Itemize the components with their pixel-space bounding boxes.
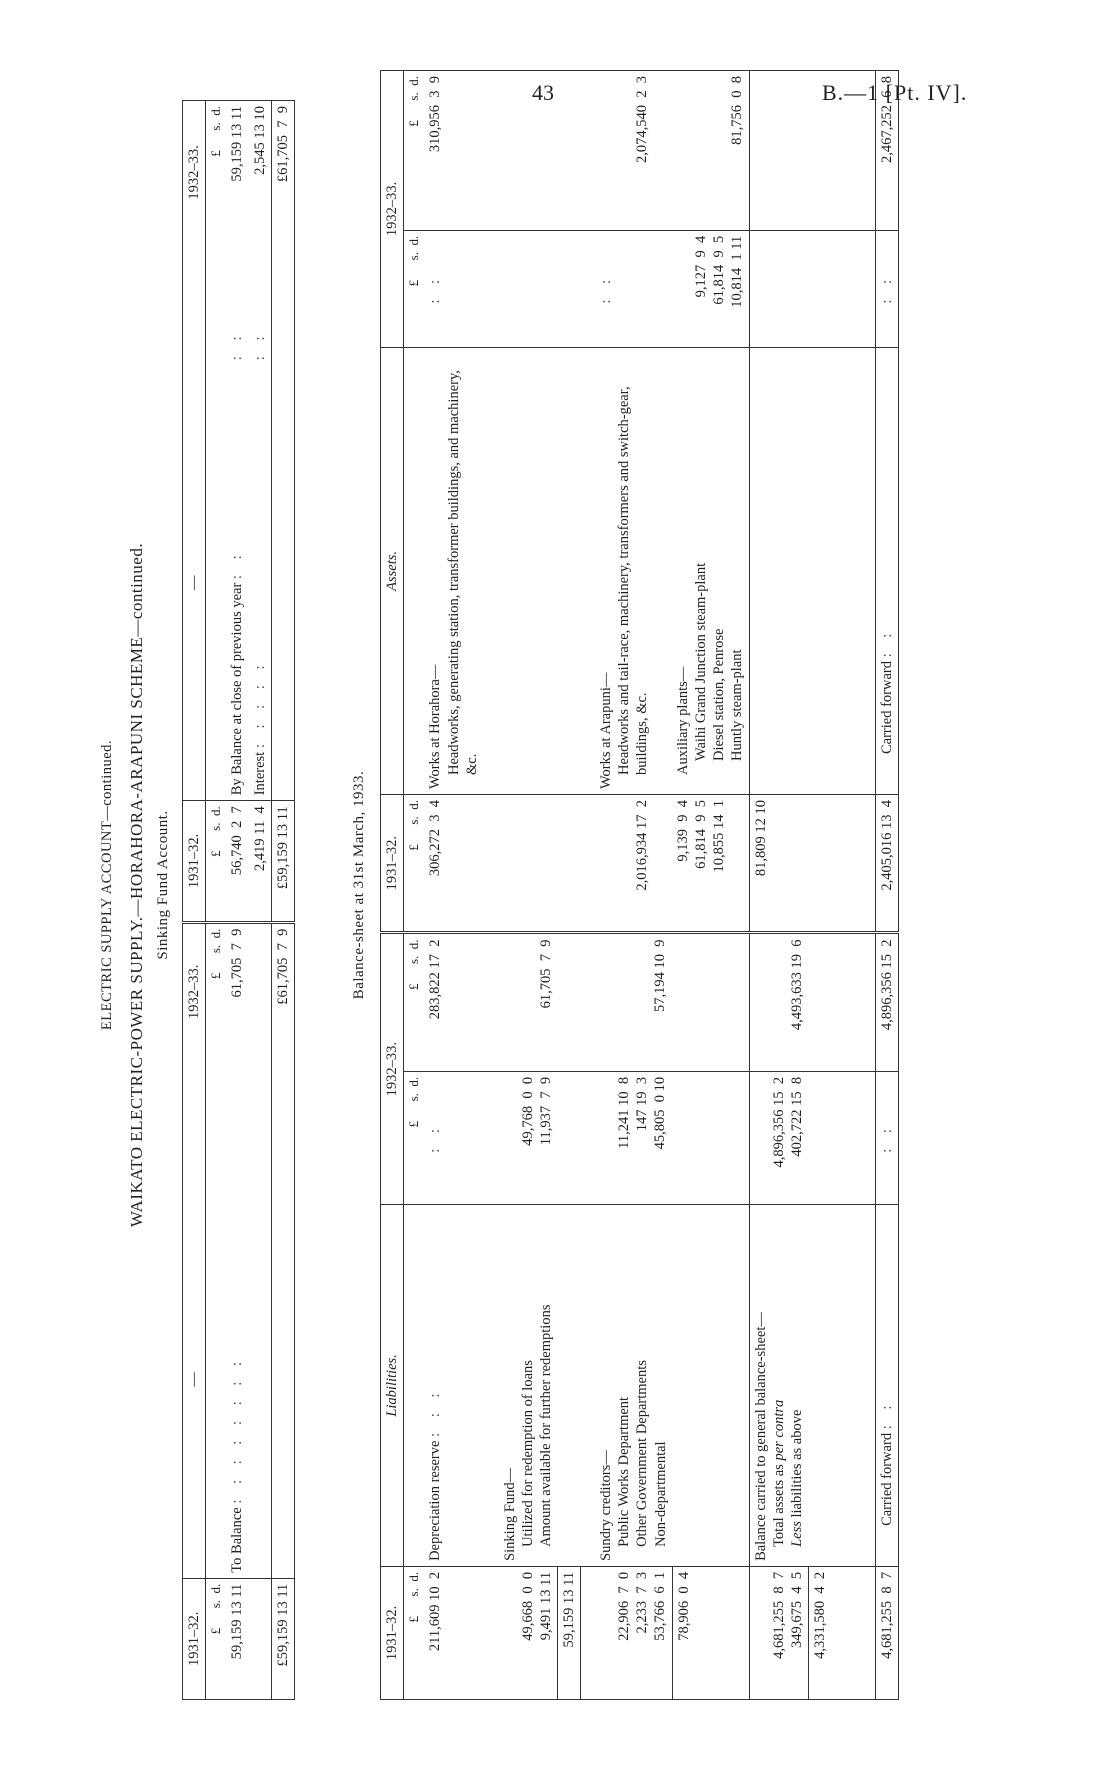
subtotal: 4,331,580 4 2 (808, 1566, 831, 1699)
balance-sheet-title: Balance-sheet at 31st March, 1933. (351, 770, 367, 1000)
amount: 81,756 0 8 (729, 76, 745, 145)
amount: 2,545 13 10 (251, 106, 268, 175)
lsd-label: £ s. d. (404, 933, 425, 1071)
scheme-title: WAIKATO ELECTRIC-POWER SUPPLY.—HORAHORA-ARAPUNI SCHEME—continued. (127, 542, 146, 1228)
amount: 57,194 10 9 (595, 933, 672, 1071)
account-title: ELECTRIC SUPPLY ACCOUNT—continued. (99, 739, 115, 1031)
year-header: 1932–33. (186, 145, 202, 200)
lsd-label: £ s. d. (404, 230, 425, 347)
entry-label: Works at Horahora— Headworks, generating station, transformer buildings, and machinery, &c. (424, 347, 482, 794)
dash-header: — (186, 575, 202, 590)
entry-label: Auxiliary plants— Waihi Grand Junction steam-plant Diesel station, Penrose Huntly steam-plant (672, 347, 749, 794)
year-header: 1932–33. (183, 922, 206, 1060)
balance-sheet-table: 1931–32. Liabilities. 1932–33. 1931–32. Assets. 1932–33. £ s. d. £ s. d. £ s. d. £ s. d. £ s. d. £ s. d. 211,609 10 2 Depreciation reserve : : : : : 283,822 17 2 306,272 3 4 Works at Horahora— Headworks, generating station, transformer buildings, and machinery, &c. : : 310,956 3 9 49,668 0 0 9,491 13 11 Sinking Fund— Utilized for redemption of loans Amount available for further redemptions 49,768 0 0 11,937 7 9 61,705 7 9 59,159 13 11 22,906 7 0 2,233 7 3 53,766 6 1 Sundry creditors— Public Works Department Other Government Departments Non-departmental 11,241 10 8 147 19 3 45,805 0 10 57,194 10 9 2,016,934 17 2 Works at Arapuni— Headworks and tail-race, machinery, transformers and switch-gear, buildings, &c. : : 2,074,540 2 3 78,906 0 4 9,139 9 4 61,814 9 5 10,855 14 1 Auxiliary plants— Waihi Grand Junction steam-plant Diesel station, Penrose Huntly steam-plant 9,127 9 4 61,814 9 5 10,814 1 11 81,756 0 8 4,681,255 8 7 349,675 4 5 Balance carried to general balance-sheet— Total assets as per contra Less liabilities as above 4,896,356 15 2 402,722 15 8 4,493,633 19 6 81,809 12 10 4,331,580 4 2 4,681,255 8 7 Carried forward : : : : 4,896,356 15 2 2,405,016 13 4 Carried forward : : : : 2,467,252 6 8 (380, 70, 899, 1700)
lsd-label: £ s. d. (208, 106, 224, 157)
entry-label: Interest : : : : : (251, 659, 268, 796)
entry-label: Balance carried to general balance-sheet— Total assets as per contra Less liabilities as above (749, 1204, 808, 1566)
entry-label: By Balance at close of previous year : : (229, 549, 246, 796)
carried-forward-amount: 4,896,356 15 2 (875, 933, 898, 1071)
subtotal: 59,159 13 11 (558, 1566, 581, 1699)
amount: 49,668 0 0 9,491 13 11 (499, 1566, 558, 1699)
entry-label: Carried forward : : (875, 347, 898, 794)
lsd-label: £ s. d. (206, 922, 227, 1060)
amount: 22,906 7 0 2,233 7 3 53,766 6 1 (595, 1566, 672, 1699)
lsd-label: £ s. d. (404, 1566, 425, 1699)
amount: 59,159 13 11 (226, 1578, 248, 1699)
year-header: 1932–33. (381, 933, 404, 1204)
amount: 9,127 9 4 61,814 9 5 10,814 1 11 (672, 230, 749, 347)
amount: 2,074,540 2 3 (634, 76, 651, 163)
total-amount: £59,159 13 11 (271, 801, 294, 922)
carried-forward-amount: 2,467,252 6 8 (875, 71, 898, 231)
total-amount: £59,159 13 11 (271, 1578, 294, 1699)
total-amount: £61,705 7 9 (271, 922, 294, 1060)
lsd-label: £ s. d. (404, 795, 425, 933)
entry-label: Carried forward : : (875, 1204, 898, 1566)
amount: 283,822 17 2 (424, 933, 482, 1071)
assets-heading: Assets. (381, 347, 404, 794)
document-reference: B.—1 [Pt. IV]. (822, 80, 968, 105)
lsd-label: £ s. d. (206, 801, 227, 922)
amount: 2,016,934 17 2 (595, 795, 672, 933)
amount: 56,740 2 7 (226, 801, 248, 922)
subtotal: 78,906 0 4 (672, 1566, 749, 1699)
page-number: 43 (532, 80, 554, 105)
amount: 4,896,356 15 2 402,722 15 8 (749, 1071, 808, 1204)
sinking-fund-title: Sinking Fund Account. (155, 810, 171, 960)
year-header: 1931–32. (183, 801, 206, 922)
amount: 211,609 10 2 (424, 1566, 482, 1699)
year-header: 1932–33. (384, 181, 400, 237)
amount: 4,681,255 8 7 349,675 4 5 (749, 1566, 808, 1699)
lsd-label: £ s. d. (406, 76, 422, 127)
amount: 4,493,633 19 6 (749, 933, 808, 1071)
amount: 61,705 7 9 (499, 933, 558, 1071)
carried-forward-amount: 2,405,016 13 4 (875, 795, 898, 933)
year-header: 1931–32. (381, 795, 404, 933)
entry-label: Depreciation reserve : : : (424, 1204, 482, 1566)
amount: 2,419 11 4 (249, 801, 272, 922)
entry-label: To Balance : : : : : : : : (229, 1356, 246, 1573)
subtotal: 81,809 12 10 (749, 795, 808, 933)
year-header: 1931–32. (381, 1566, 404, 1699)
amount: 306,272 3 4 (424, 795, 482, 933)
lsd-label: £ s. d. (206, 1578, 227, 1699)
lsd-label: £ s. d. (404, 1071, 425, 1204)
amount: 59,159 13 11 (229, 106, 246, 182)
sinking-fund-table: 1931–32. — 1932–33. 1931–32. — 1932–33. £ s. d. £ s. d. £ s. d. £ s. d. 59,159 13 11 To Balance : : : : : : : : 61,705 7 9 56,740 2 7 By Balance at close of previous year : : : : 59,159 13 11 2,419 11 4 Interest : : : : : : : 2,545 13 10 £59,159 13 11 £61,705 7 9 £59,159 13 11 £61,705 7 9 (182, 100, 295, 1700)
total-amount: £61,705 7 9 (271, 101, 294, 244)
amount: 61,705 7 9 (226, 922, 248, 1060)
entry-label: Works at Arapuni— Headworks and tail-race, machinery, transformers and switch-gear, buildings, &c. (595, 347, 672, 794)
entry-label: Sundry creditors— Public Works Department Other Government Departments Non-departmental (595, 1204, 672, 1566)
amount: 11,241 10 8 147 19 3 45,805 0 10 (595, 1071, 672, 1204)
year-header: 1931–32. (183, 1578, 206, 1699)
amount: 310,956 3 9 (427, 76, 444, 153)
amount: 9,139 9 4 61,814 9 5 10,855 14 1 (672, 795, 749, 933)
dash-header: — (186, 1372, 202, 1387)
amount: 49,768 0 0 11,937 7 9 (499, 1071, 558, 1204)
carried-forward-amount: 4,681,255 8 7 (875, 1566, 898, 1699)
entry-label: Sinking Fund— Utilized for redemption of loans Amount available for further redemptions (499, 1204, 558, 1566)
liabilities-heading: Liabilities. (381, 1204, 404, 1566)
